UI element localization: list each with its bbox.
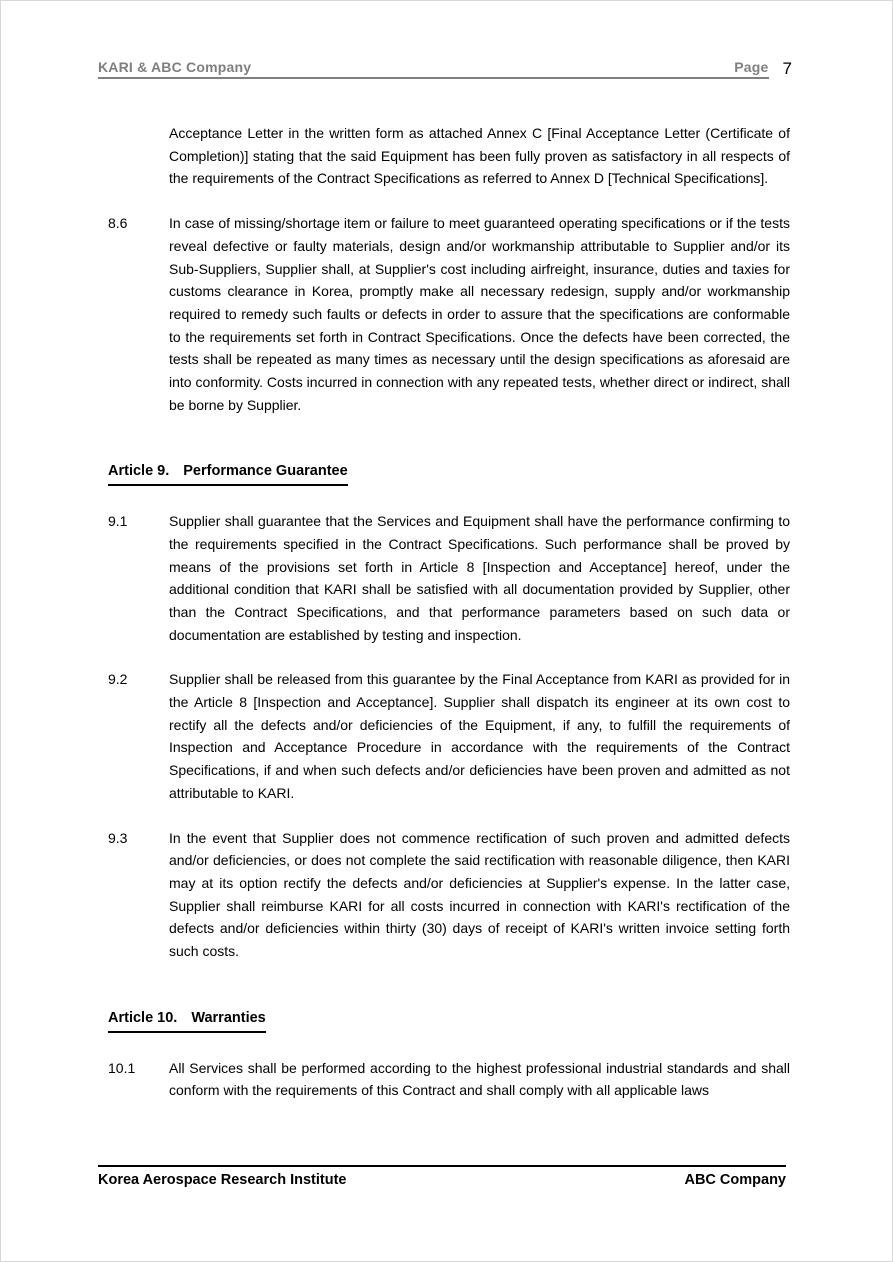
paragraph-8-6 <box>108 212 790 416</box>
article-heading-label: Article 10. <box>108 1009 178 1026</box>
header-rule <box>98 59 769 79</box>
para-text: Acceptance Letter in the written form as attached Annex C [Final Acceptance Letter (Certificate of Completion)] stating that the said Equipment has been fully proven as satisfactory in all respects of the requirements of the Contract Specifications as referred to Annex D [Technical Specifications]. <box>169 125 790 187</box>
article-heading-label: Article 9. <box>108 463 170 480</box>
document-body <box>108 122 790 1124</box>
para-text: Supplier shall be released from this guarantee by the Final Acceptance from KARI as provided for in the Article 8 [Inspection and Acceptance]. Supplier shall dispatch its engineer at its own cost to rectify all the defects and/or deficiencies of the Equipment, if any, to fulfill the requirements of Inspection and Acceptance Procedure in accordance with the requirements of the Contract Specifications, if and when such defects and/or deficiencies have been proven and admitted as not attributable to KARI. <box>169 671 790 801</box>
footer-right: ABC Company <box>684 1172 786 1188</box>
header-company: KARI & ABC Company <box>98 59 252 75</box>
paragraph-8-5-continuation <box>108 122 790 190</box>
footer-left: Korea Aerospace Research Institute <box>98 1172 347 1188</box>
article-10-heading <box>108 1007 790 1033</box>
para-number: 9.1 <box>108 513 128 530</box>
header-page-label: Page <box>734 59 769 75</box>
para-text: All Services shall be performed according to the highest professional industrial standards and shall conform with the requirements of this Contract and shall comply with all applicable laws <box>169 1059 790 1099</box>
para-text: In the event that Supplier does not commence rectification of such proven and admitted defects and/or deficiencies, or does not complete the said rectification with reasonable diligence, then KARI may at its option rectify the defects and/or deficiencies at Supplier's expense. In the latter case, Supplier shall reimburse KARI for all costs incurred in connection with KARI's rectification of the defects and/or deficiencies within thirty (30) days of receipt of KARI's written invoice setting forth such costs. <box>169 829 790 960</box>
para-text: Supplier shall guarantee that the Services and Equipment shall have the performance confirming to the requirements specified in the Contract Specifications. Such performance shall be proved by means of the provisions set forth in Article 8 [Inspection and Acceptance] hereof, under the additional condition that KARI shall be satisfied with all documentation provided by Supplier, other than the Contract Specifications, and that performance parameters based on such data or documentation are established by testing and inspection. <box>169 513 790 643</box>
article-9-heading <box>108 460 790 486</box>
para-text: In case of missing/shortage item or failure to meet guaranteed operating specifications or if the tests reveal defective or faulty materials, design and/or workmanship attributable to Supplier and/or its Sub-Suppliers, Supplier shall, at Supplier's cost including airfreight, insurance, duties and taxies for customs clearance in Korea, promptly make all necessary redesign, supply and/or workmanship required to remedy such faults or defects in order to assure that the specifications are conformable to the requirements set forth in Contract Specifications. Once the defects have been corrected, the tests shall be repeated as many times as necessary until the design specifications as aforesaid are into conformity. Costs incurred in connection with any repeated tests, whether direct or indirect, shall be borne by Supplier. <box>169 215 790 413</box>
article-heading-underline <box>108 1007 266 1033</box>
article-heading-underline <box>108 460 348 486</box>
paragraph-9-1 <box>108 510 790 646</box>
header-page-number: 7 <box>782 59 792 78</box>
para-number: 8.6 <box>108 215 128 232</box>
page-header <box>98 59 792 79</box>
paragraph-9-3 <box>108 827 790 963</box>
paragraph-10-1 <box>108 1057 790 1102</box>
article-heading-title: Performance Guarantee <box>183 463 348 480</box>
para-number: 9.2 <box>108 671 128 688</box>
page-footer <box>98 1165 786 1188</box>
article-heading-title: Warranties <box>191 1009 266 1026</box>
para-number: 9.3 <box>108 829 128 846</box>
paragraph-9-2 <box>108 668 790 804</box>
para-number: 10.1 <box>108 1059 136 1076</box>
